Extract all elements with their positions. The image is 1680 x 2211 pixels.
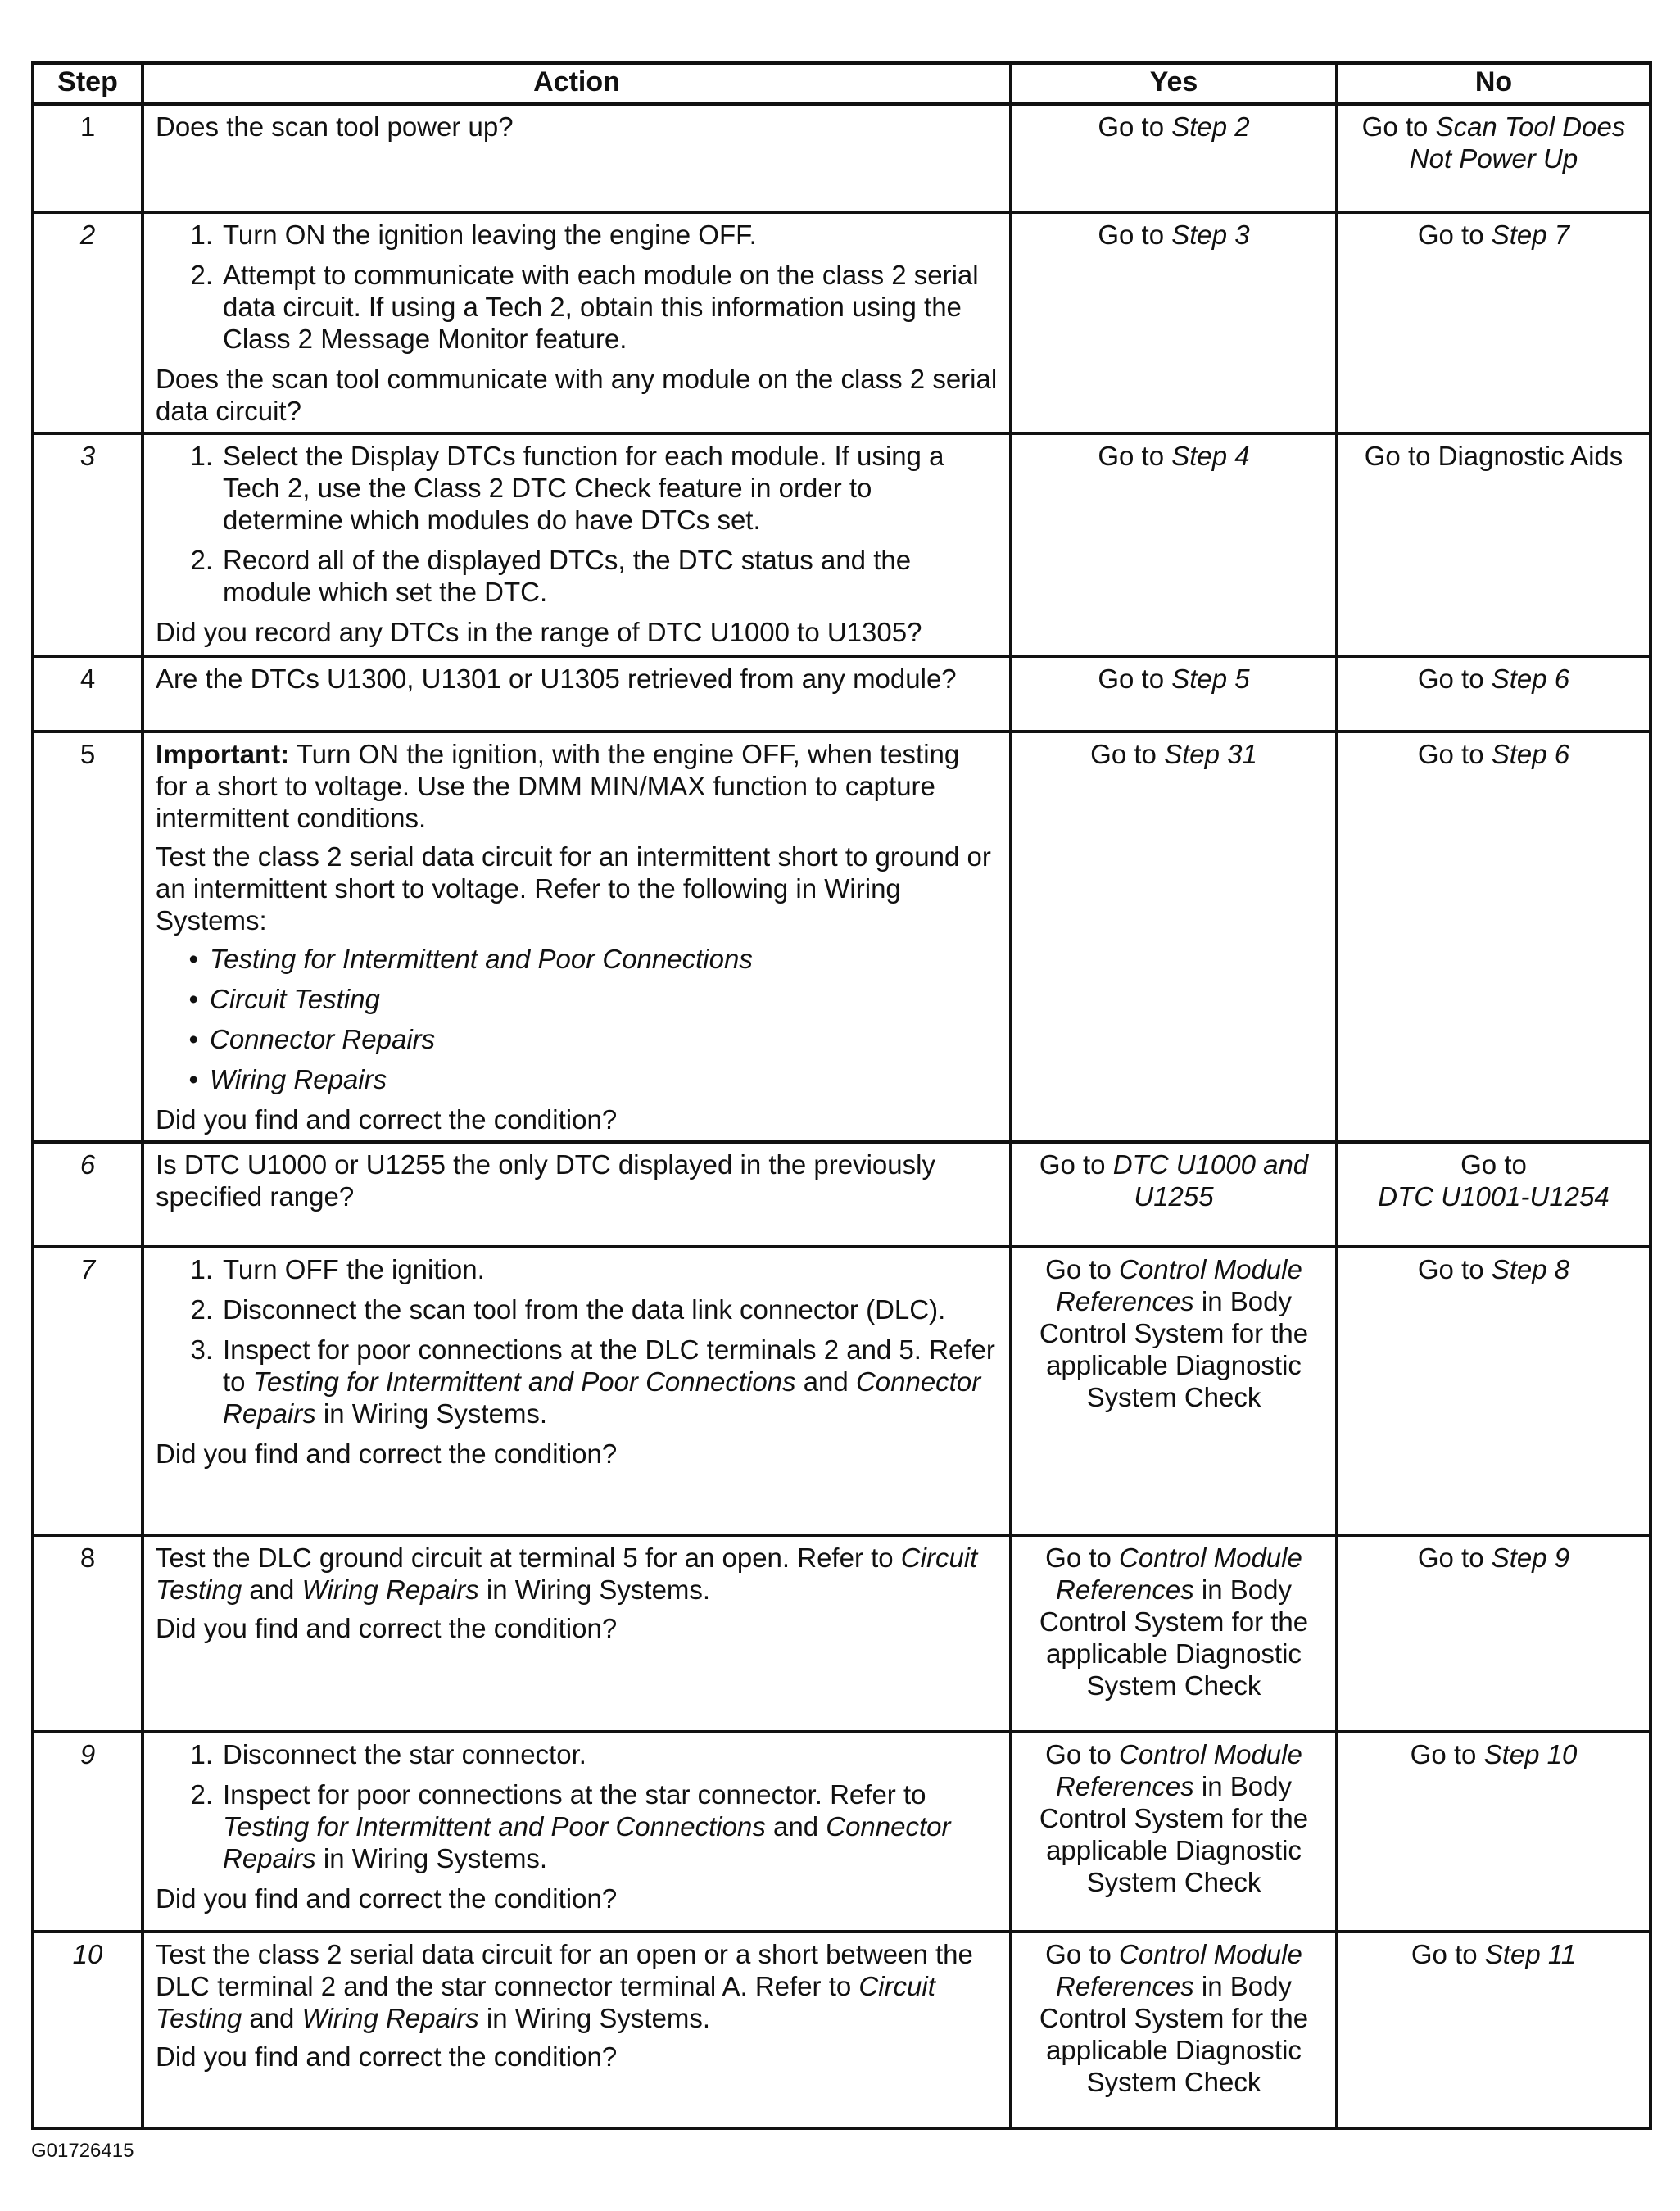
instruction-list <box>156 1738 998 1874</box>
important-note: Important: Turn ON the ignition, with the engine OFF, when testing for a short to voltage. Use the DMM MIN/MAX function to capture intermittent conditions. <box>156 739 960 833</box>
no-cell: Go to DTC U1001-U1254 <box>1337 1142 1651 1247</box>
list-item: 2. Attempt to communicate with each module on the class 2 serial data circuit. If using a Tech 2, obtain this information using the Class 2 Message Monitor feature. <box>190 260 979 354</box>
no-cell: Go to Step 7 <box>1337 212 1651 433</box>
action-cell <box>143 1142 1011 1247</box>
yes-cell: Go to DTC U1000 and U1255 <box>1011 1142 1337 1247</box>
list-item: 2. Disconnect the scan tool from the data link connector (DLC). <box>190 1294 946 1325</box>
instruction-list <box>156 1253 998 1429</box>
question-text: Did you find and correct the condition? <box>156 1439 618 1469</box>
no-cell: Go to Step 6 <box>1337 732 1651 1142</box>
question-text: Does the scan tool communicate with any module on the class 2 serial data circuit? <box>156 364 998 426</box>
table-row <box>33 1247 1651 1535</box>
instruction-text: Test the DLC ground circuit at terminal 5 for an open. Refer to Circuit Testing and Wiring Repairs in Wiring Systems. <box>156 1543 978 1605</box>
question-text: Does the scan tool power up? <box>156 111 514 142</box>
table-row <box>33 1535 1651 1732</box>
instruction-text: Test the class 2 serial data circuit for an open or a short between the DLC terminal 2 and the star connector terminal A. Refer to Circuit Testing and Wiring Repairs in Wiring Systems. <box>156 1939 973 2033</box>
list-item: 3. Inspect for poor connections at the DLC terminals 2 and 5. Refer to Testing for Intermittent and Poor Connections and Connector Repairs in Wiring Systems. <box>190 1334 995 1429</box>
step-number: 10 <box>33 1932 143 2128</box>
step-number: 3 <box>33 433 143 656</box>
no-cell: Go to Step 9 <box>1337 1535 1651 1732</box>
action-cell <box>143 1732 1011 1932</box>
action-cell <box>143 212 1011 433</box>
reference-list <box>156 943 998 1095</box>
list-item: 2. Inspect for poor connections at the star connector. Refer to Testing for Intermittent and Poor Connections and Connector Repairs in Wiring Systems. <box>190 1779 951 1873</box>
question-text: Did you find and correct the condition? <box>156 1613 618 1643</box>
list-item: • Connector Repairs <box>188 1024 436 1054</box>
step-number: 1 <box>33 104 143 212</box>
table-row <box>33 1732 1651 1932</box>
diagnostic-table <box>31 61 1652 2130</box>
yes-cell: Go to Control Module References in Body Control System for the applicable Diagnostic System Check <box>1011 1535 1337 1732</box>
header-yes: Yes <box>1011 63 1337 104</box>
step-number: 8 <box>33 1535 143 1732</box>
no-cell: Go to Step 11 <box>1337 1932 1651 2128</box>
no-cell: Go to Step 10 <box>1337 1732 1651 1932</box>
instruction-list <box>156 219 998 355</box>
action-cell <box>143 433 1011 656</box>
no-cell: Go to Step 8 <box>1337 1247 1651 1535</box>
action-cell <box>143 1535 1011 1732</box>
question-text: Did you find and correct the condition? <box>156 2041 618 2072</box>
list-item: 1. Turn OFF the ignition. <box>190 1254 485 1284</box>
yes-cell: Go to Step 3 <box>1011 212 1337 433</box>
table-row <box>33 732 1651 1142</box>
list-item: • Circuit Testing <box>188 984 380 1014</box>
header-step: Step <box>33 63 143 104</box>
header-no: No <box>1337 63 1651 104</box>
diagnostic-table-sheet <box>31 61 1649 2130</box>
question-text: Are the DTCs U1300, U1301 or U1305 retrieved from any module? <box>156 664 957 694</box>
table-row <box>33 212 1651 433</box>
step-number: 7 <box>33 1247 143 1535</box>
step-number: 9 <box>33 1732 143 1932</box>
yes-cell: Go to Step 5 <box>1011 656 1337 732</box>
table-row <box>33 1142 1651 1247</box>
action-cell <box>143 1247 1011 1535</box>
action-cell <box>143 656 1011 732</box>
list-item: 1. Select the Display DTCs function for each module. If using a Tech 2, use the Class 2 DTC Check feature in order to determine which modules do have DTCs set. <box>190 441 944 535</box>
table-row <box>33 1932 1651 2128</box>
table-row <box>33 104 1651 212</box>
action-cell <box>143 1932 1011 2128</box>
table-row <box>33 433 1651 656</box>
yes-cell: Go to Control Module References in Body Control System for the applicable Diagnostic System Check <box>1011 1732 1337 1932</box>
no-cell: Go to Scan Tool Does Not Power Up <box>1337 104 1651 212</box>
action-cell <box>143 104 1011 212</box>
instruction-list <box>156 440 998 608</box>
step-number: 4 <box>33 656 143 732</box>
step-number: 6 <box>33 1142 143 1247</box>
no-cell: Go to Diagnostic Aids <box>1337 433 1651 656</box>
yes-cell: Go to Step 31 <box>1011 732 1337 1142</box>
table-header-row <box>33 63 1651 104</box>
action-cell <box>143 732 1011 1142</box>
step-number: 2 <box>33 212 143 433</box>
instruction-text: Test the class 2 serial data circuit for an intermittent short to ground or an intermittent short to voltage. Refer to the following in Wiring Systems: <box>156 841 991 936</box>
no-cell: Go to Step 6 <box>1337 656 1651 732</box>
list-item: • Testing for Intermittent and Poor Connections <box>188 944 753 974</box>
yes-cell: Go to Step 2 <box>1011 104 1337 212</box>
step-number: 5 <box>33 732 143 1142</box>
header-action: Action <box>143 63 1011 104</box>
list-item: 2. Record all of the displayed DTCs, the DTC status and the module which set the DTC. <box>190 545 912 607</box>
table-row <box>33 656 1651 732</box>
question-text: Is DTC U1000 or U1255 the only DTC displayed in the previously specified range? <box>156 1149 935 1212</box>
yes-cell: Go to Step 4 <box>1011 433 1337 656</box>
list-item: 1. Turn ON the ignition leaving the engine OFF. <box>190 220 757 250</box>
figure-id: G01726415 <box>31 2140 134 2162</box>
question-text: Did you find and correct the condition? <box>156 1883 618 1914</box>
list-item: 1. Disconnect the star connector. <box>190 1739 586 1769</box>
yes-cell: Go to Control Module References in Body Control System for the applicable Diagnostic System Check <box>1011 1932 1337 2128</box>
question-text: Did you record any DTCs in the range of DTC U1000 to U1305? <box>156 617 922 647</box>
yes-cell: Go to Control Module References in Body Control System for the applicable Diagnostic System Check <box>1011 1247 1337 1535</box>
list-item: • Wiring Repairs <box>188 1064 387 1094</box>
question-text: Did you find and correct the condition? <box>156 1104 618 1135</box>
